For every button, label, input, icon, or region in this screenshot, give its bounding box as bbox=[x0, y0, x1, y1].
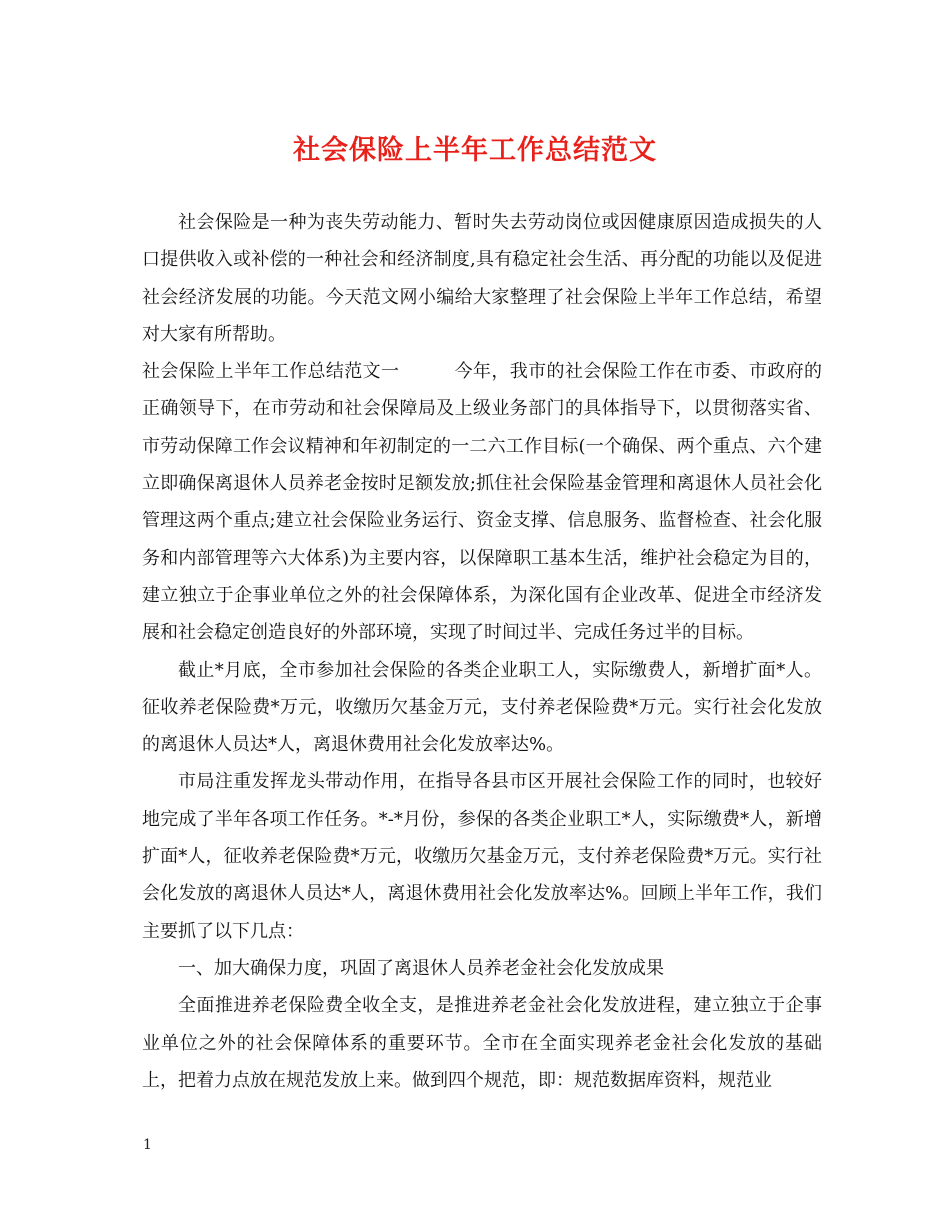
page-number: 1 bbox=[143, 1137, 152, 1153]
page-title: 社会保险上半年工作总结范文 bbox=[293, 135, 657, 166]
paragraph-city-bureau: 市局注重发挥龙头带动作用，在指导各县市区开展社会保险工作的同时，也较好地完成了半年各项工作任务。*-*月份，参保的各类企业职工*人，实际缴费*人，新增扩面*人，征收养老保险费*万元，收缴历欠基金万元，支付养老保险费*万元。实行社会化发放的离退休人员达*人，离退休费用社会化发放率达%。回顾上半年工作，我们主要抓了以下几点： bbox=[142, 771, 822, 942]
paragraph-pension-reform: 全面推进养老保险费全收全支，是推进养老金社会化发放进程，建立独立于企事业单位之外的社会保障体系的重要环节。全市在全面实现养老金社会化发放的基础上，把着力点放在规范发放上来。做到四个规范，即：规范数据库资料，规范业 bbox=[142, 995, 822, 1091]
paragraph-intro: 社会保险是一种为丧失劳动能力、暂时失去劳动岗位或因健康原因造成损失的人口提供收入或补偿的一种社会和经济制度,具有稳定社会生活、再分配的功能以及促进社会经济发展的功能。今天范文网小编给大家整理了社会保险上半年工作总结，希望对大家有所帮助。 bbox=[142, 212, 822, 345]
paragraph-statistics: 截止*月底，全市参加社会保险的各类企业职工人，实际缴费人，新增扩面*人。征收养老保险费*万元，收缴历欠基金万元，支付养老保险费*万元。实行社会化发放的离退休人员达*人，离退休费用社会化发放率达%。 bbox=[142, 659, 822, 756]
paragraph-sample-one: 社会保险上半年工作总结范文一 今年，我市的社会保险工作在市委、市政府的正确领导下，在市劳动和社会保障局及上级业务部门的具体指导下，以贯彻落实省、市劳动保障工作会议精神和年初制定的一二六工作目标(一个确保、两个重点、六个建立即确保离退休人员养老金按时足额发放;抓住社会保险基金管理和离退休人员社会化管理这两个重点;建立社会保险业务运行、资金支撑、信息服务、监督检查、社会化服务和内部管理等六大体系)为主要内容，以保障职工基本生活，维护社会稳定为目的，建立独立于企事业单位之外的社会保障体系，为深化国有企业改革、促进全市经济发展和社会稳定创造良好的外部环境，实现了时间过半、完成任务过半的目标。 bbox=[142, 361, 822, 644]
section-heading-one: 一、加大确保力度，巩固了离退休人员养老金社会化发放成果 bbox=[178, 957, 664, 979]
document-body bbox=[142, 204, 822, 1099]
